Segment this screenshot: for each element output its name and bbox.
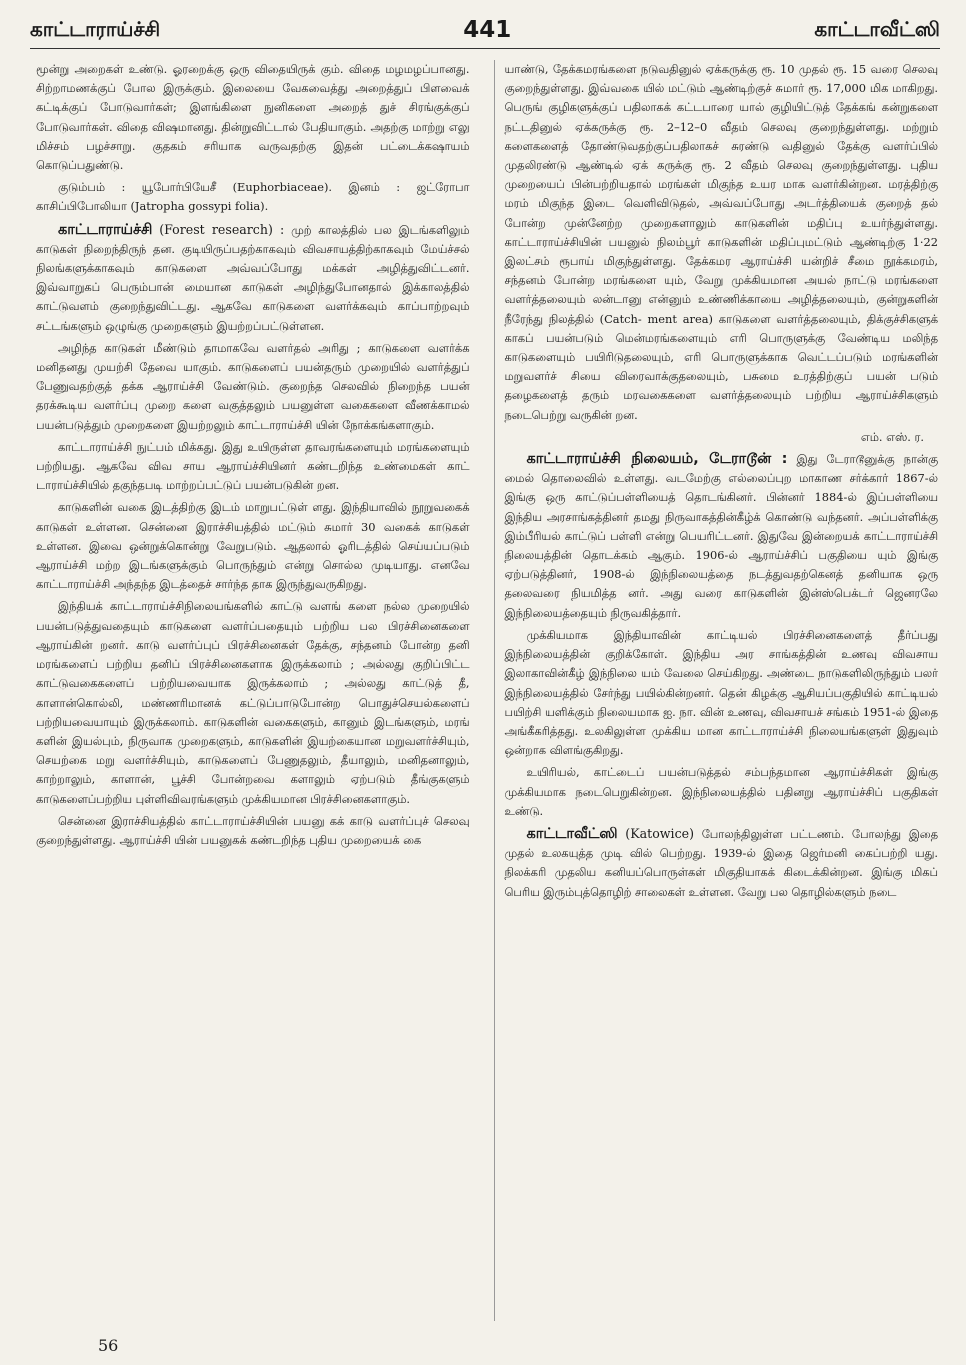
header-left-word: காட்டாராய்ச்சி [30,16,161,41]
paragraph: இந்தியக் காட்டாராய்ச்சிநிலையங்களில் காட்டு வளங் களை நல்ல முறையில் பயன்படுத்துவதையும் காடுகளை வளர்ப்பதையும் பற்றிய பல பிரச்சினைகளை ஆராய்கின் றனர். காடு வளர்ப்புப் பிரச்சினைகள் தேக்கு, சந்தனம் போன்ற தனி மரங்களைப் பற்றிய தனிப் பிரச்சினைகளாக இருக்கலாம் ; அல்லது குறிப்பிட்ட காட்டுவகைகளைப் பற்றியவையாக இருக்கலாம் ; அல்லது காட்டுத் தீ, காளான்கொல்லி, மண்ணரிமானக் கட்டுப்பாடுபோன்ற பொதுச்செயல்களைப் பற்றியவையாயும் இருக்கலாம். காடுகளின் வகைகளும், கானும் இடங்களும், மரங் களின் இயல்பும், நிருவாக முறைகளும், காடுகளின் இயற்கையான மறுவளர்ச்சியும், செயற்கை மறு வளர்ச்சியும், காடுகளைப் பேணுதலும், தீயாலும், மனிதனாலும், காற்றாலும், காளான், பூச்சி போன்றவை களாலும் ஏற்படும் தீங்குகளும் காடுகளைப்பற்றிய புள்ளிவிவரங்களும் முக்கியமான பிரச்சினைகளாகும். [36,599,470,806]
entry-title: காட்டாராய்ச்சி நிலையம், டேராடூன் : [526,451,788,468]
paragraph: யாண்டு, தேக்கமரங்களை நடுவதினுல் ஏக்கருக்கு ரூ. 10 முதல் ரூ. 15 வரை செலவு குறைந்துள்ளது. இவ்வகை யில் மட்டும் ஆண்டிற்குச் சுமார் ரூ. 17,000 மிக மாகிறது. பெருங் குழிகளுக்குப் பதிலாகக் கட்டபாரை யால் குழியிட்டுத் தேக்கங் கன்றுகளை நட்டதினுல் ஏக்கருக்கு ரூ. 2–12–0 வீதம் செலவு குறைந்துள்ளது. மற்றும் களைகளைத் தோண்டுவதற்குப்பதிலாகச் சுரண்டு வதினுல் தேக்கு வளர்ப்பில் முதலிரண்டு ஆண்டில் ஏக் கருக்கு ரூ. 2 வீதம் செலவு குறைந்துள்ளது. புதிய முறையைப் பின்பற்றியதால் மரங்கள் மிகுந்த உயர மாக வளர்கின்றன. மரத்திற்கு மரம் மிகுந்த இடை வெளிவிடுதல், அவ்வப்போது அடர்த்தியைக் குறைத் தல் போன்ற முன்னேற்ற முறைகளாலும் காடுகளின் மதிப்பு உயர்ந்துள்ளது. காட்டாராய்ச்சியின் பயனுல் நிலம்பூர் காடுகளின் மதிப்புமட்டும் ஆண்டிற்கு 1·22 இலட்சம் ரூபாய் மிகுந்துள்ளது. தேக்கமர ஆராய்ச்சி யன்றிச் சீமை நூக்கமரம், சந்தனம் போன்ற மரங்களை யும், வேறு முக்கியமான அயல் நாட்டு மரங்களை வளர்த்தலையும் லன்டானு என்னும் உண்ணிக்காயை அழித்தலையும், குன்றுகளின் நீரேந்து நிலத்தில் (Catch- ment area) காடுகளை வளர்த்தலையும், திக்குச்சிகளுக் காகப் பயன்படும் மென்மரங்களையும் எரி பொருளுக்கு வேண்டிய மலிந்த காடுகளையும் பயிரிடுதலையும், எரி பொருளுக்காக வெட்டப்படும் மரங்களின் மறுவளர்ச் சியை விரைவாக்குதலையும், பசுமை உரத்திற்குப் பயன் படும் தழைகளைத் தரும் மரவகைகளை வளர்த்தலையும் பற்றிய ஆராய்ச்சிகளும் நடைபெற்று வருகின் றன. [504,62,938,422]
paragraph: உயிரியல், காட்டைப் பயன்படுத்தல் சம்பந்தமான ஆராய்ச்சிகள் இங்கு முக்கியமாக நடைபெறுகின்றன. இந்நிலையத்தில் பதினறு ஆராய்ச்சிப் பகுதிகள் உண்டு. [504,765,938,818]
paragraph: சென்னை இராச்சியத்தில் காட்டாராய்ச்சியின் பயனு கக் காடு வளர்ப்புச் செலவு குறைந்துள்ளது. ஆராய்ச்சி யின் பயனுகக் கண்டறிந்த புதிய முறையைக் கை [36,813,470,847]
entry-katowice [505,824,939,902]
page-number: 441 [463,17,512,43]
running-header [30,12,940,49]
entry-text: இது டேராடூனுக்கு நான்கு மைல் தொலைவில் உள்ளது. வடமேற்கு எல்லைப்புற மாகாண சர்க்கார் 1867-ல் இங்கு ஒரு காட்டுப்பள்ளியைத் தொடங்கினர். பின்னர் 1884-ல் இப்பள்ளியை இந்திய அரசாங்கத்தினர் தமது நிருவாகத்தின்கீழ்க் கொண்டு வந்தனர். அப்பள்ளிக்கு இம்பீரியல் காட்டுப் பள்ளி என்று பெயரிட்டனர். இதுவே இன்றையக் காட்டாராய்ச்சி நிலையத்தின் தொடக்கம் ஆகும். 1906-ல் ஆராய்ச்சிப் பகுதியை யும் இங்கு ஏற்படுத்தினர், 1908-ல் இந்நிலையத்தை நடத்துவதற்கெனத் தனியாக ஒரு தலைவரை நியமித்த னர். அது வரை காடுகளின் இன்ஸ்பெக்டர் ஜெனரலே இந்நிலையத்தையும் நிருவகித்தார். [504,452,938,620]
right-column [494,60,939,1321]
entry-text: முற் காலத்தில் பல இடங்களிலும் காடுகள் நிறைந்திருந் தன. குடியிருப்பதற்காகவும் விவசாயத்திற்காகவும் மேய்ச்சல் நிலங்களுக்காகவும் காடுகளை அவ்வப்போது மக்கள் அழித்துவிட்டனர். இவ்வாறுகப் பெரும்பான் மையான காடுகள் அழிந்துபோனதால் இக்காலத்தில் காட்டுவளம் குறைந்துவிட்டது. ஆகவே காடுகளை வளர்க்கவும் காப்பாற்றவும் சட்டங்களும் ஒழுங்கு முறைகளும் இயற்றப்பட்டுள்ளன. [36,222,470,333]
entry-text: போலந்திலுள்ள பட்டணம். போலந்து இதை முதல் உலகயுத்த முடி வில் பெற்றது. 1939-ல் இதை ஜெர்மனி கைப்பற்றி யது. நிலக்கரி முதலிய கனியப்பொருள்கள் மிகுதியாகக் கிடைக்கின்றன. இங்கு மிகப் பெரிய இரும்புத்தொழிற் சாலைகள் உள்ளன. வேறு பல தொழில்களும் நடை [504,826,938,899]
paragraph: காடுகளின் வகை இடத்திற்கு இடம் மாறுபட்டுள் ளது. இந்தியாவில் நூறுவகைக் காடுகள் உள்ளன. சென்னை இராச்சியத்தில் மட்டும் சுமார் 30 வகைக் காடுகள் உள்ளன. இவை ஒன்றுக்கொன்று வேறுபடும். ஆதலால் ஓரிடத்தில் செய்யப்படும் ஆராய்ச்சி மற்ற இடங்களுக்கும் பொருந்தும் என்று சொல்ல முடியாது. எனவே காட்டாராய்ச்சி அந்தந்த இடத்தைச் சார்ந்த தாக இருந்துவருகிறது. [36,500,470,592]
header-right-word: காட்டாவீட்ஸி [814,16,940,41]
text-columns [36,60,938,1321]
author-signature: எம். எஸ். ர. [860,429,924,444]
entry-title: காட்டாராய்ச்சி [58,221,153,238]
paragraph: குடும்பம் : யூபோர்பியேசீ (Euphorbiaceae). இனம் : ஜட்ரோபா காசிப்பிபோலியா (Jatropha gossypi folia). [36,180,470,214]
paragraph: அழிந்த காடுகள் மீண்டும் தாமாகவே வளர்தல் அரிது ; காடுகளை வளர்க்க மனிதனது முயற்சி தேவை யாகும். காடுகளைப் பயன்தரும் முறையில் வளர்த்துப் பேணுவதற்குத் தக்க ஆராய்ச்சி வேண்டும். குறைந்த செலவில் நிறைந்த பயன் தரக்கூடிய வளர்ப்பு முறை களை வகுத்தலும் பயனுள்ள வகைகளை வீணக்காமல் பயன்படுத்தும் முறைகளை இயற்றலும் காட்டாராய்ச்சி யின் நோக்கங்களாகும். [36,340,470,432]
entry-title: காட்டாவீட்ஸி [526,825,618,842]
entry-latin: (Katowice) [625,825,694,841]
paragraph: காட்டாராய்ச்சி நுட்பம் மிக்கது. இது உயிருள்ள தாவரங்களையும் மரங்களையும் பற்றியது. ஆகவே விவ சாய ஆராய்ச்சியினர் கண்டறிந்த உண்மைகள் காட் டாராய்ச்சியில் தகுந்தபடி மாற்றப்பட்டுப் பயன்படுகின் றன. [36,439,470,493]
left-column [36,60,470,1321]
entry-dehradun-institute [505,450,939,623]
paragraph: முக்கியமாக இந்தியாவின் காட்டியல் பிரச்சினைகளைத் தீர்ப்பது இந்நிலையத்தின் குறிக்கோள். இந்திய அர சாங்கத்தின் உணவு விவசாய இலாகாவின்கீழ் இந்நிலை யம் வேலை செய்கிறது. அண்டை நாடுகளிலிருந்தும் பலர் இந்நிலையத்தில் சேர்ந்து பயில்கின்றனர். தென் கிழக்கு ஆசியப்பகுதியில் காட்டியல் பயிற்சி யளிக்கும் நிலையமாக ஐ. நா. வின் உணவு, விவசாயச் சங்கம் 1951-ல் இதை அங்கீகரித்தது. உலகிலுள்ள முக்கிய மான காட்டாராய்ச்சி நிலையங்களுள் இதுவும் ஒன்றாக விளங்குகிறது. [504,627,938,758]
entry-forest-research [36,220,470,336]
entry-latin: (Forest research) : [159,221,285,237]
page-folio: 56 [98,1336,119,1355]
paragraph: மூன்று அறைகள் உண்டு. ஓரறைக்கு ஒரு விதையிருக் கும். விதை மழமழப்பானது. சிற்றாமணக்குப் போல இருக்கும். இலையை வேகவைத்து அறைத்துப் பிளவைக் கட்டிக்குப் போடுவார்கள்; இளங்கிளை நுனிகளை அறைத் துச் சிரங்குக்குப் போடுவார்கள். விதை விஷமானது. தின்றுவிட்டால் பேதியாகும். அதற்கு மாற்று எலு மிச்சம் பழச்சாறு. குதகம் சரியாக வருவதற்கு இதன் பட்டைக்கஷாயம் கொடுப்பதுண்டு. [36,62,470,173]
